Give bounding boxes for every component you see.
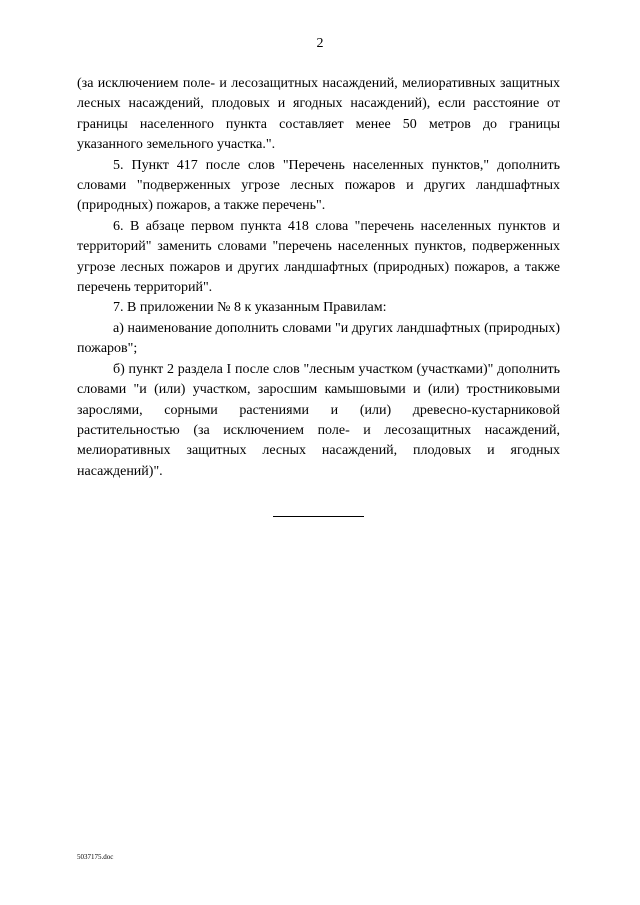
document-body	[77, 74, 560, 482]
end-separator-line	[273, 516, 364, 517]
paragraph-item-5: 5. Пункт 417 после слов "Перечень населенных пунктов," дополнить словами "подверженных угрозе лесных пожаров и других ландшафтных (природных) пожаров, а также перечень".	[77, 157, 560, 214]
paragraph-item-6: 6. В абзаце первом пункта 418 слова "перечень населенных пунктов и территорий" заменить словами "перечень населенных пунктов, подверженных угрозе лесных пожаров и других ландшафтных (природных) пожаров, а также перечень территорий".	[77, 218, 560, 296]
footer-document-code: 5037175.doc	[77, 853, 114, 861]
paragraph-continuation: (за исключением поле- и лесозащитных насаждений, мелиоративных защитных лесных насаждений, плодовых и ягодных насаждений), если расстояние от границы населенного пункта составляет менее 50 метров до границы указанного земельного участка.".	[77, 76, 560, 153]
page-number: 2	[316, 36, 324, 51]
paragraph-item-7a: а) наименование дополнить словами "и других ландшафтных (природных) пожаров";	[77, 320, 560, 357]
paragraph-item-7: 7. В приложении № 8 к указанным Правилам:	[113, 300, 387, 316]
paragraph-item-7b: б) пункт 2 раздела I после слов "лесным участком (участками)" дополнить словами "и (или) участком, заросшим камышовыми и (или) тростниковыми зарослями, сорными растениями и (или) древесно-кустарниковой растительностью (за исключением поле- и лесозащитных насаждений, мелиоративных защитных лесных насаждений, плодовых и ягодных насаждений)".	[77, 361, 560, 479]
